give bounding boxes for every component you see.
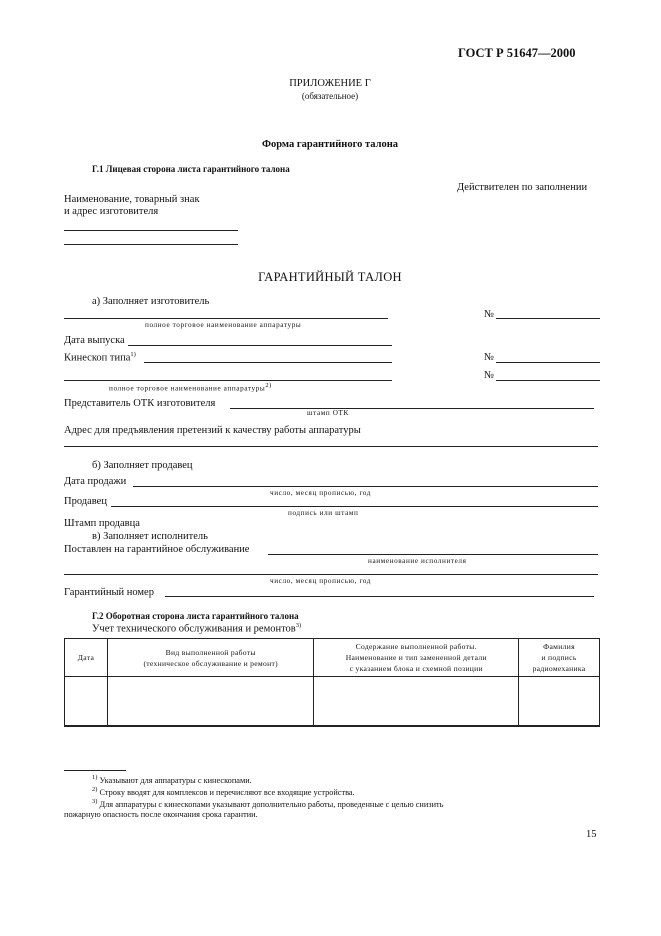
release-date-line[interactable] — [128, 345, 392, 346]
manufacturer-line-2[interactable] — [64, 244, 238, 245]
otk-stamp-hint: штамп ОТК — [307, 409, 349, 417]
hint-executor: наименование исполнителя — [368, 557, 467, 565]
manufacturer-line-1[interactable] — [64, 230, 238, 231]
otk-rep-label: Представитель ОТК изготовителя — [64, 398, 216, 409]
hint-full-name-2: полное торговое наименование аппаратуры$^{2)}$ — [109, 382, 272, 393]
cell-work-content[interactable] — [314, 677, 519, 727]
claims-address-line[interactable] — [64, 446, 598, 447]
number-sign-2: № — [484, 352, 495, 363]
header-work-type: Вид выполненной работы (техническое обслуживание и ремонт) — [107, 639, 314, 677]
serial-number-line-3[interactable] — [496, 380, 600, 381]
footnote-separator — [64, 770, 126, 771]
placed-on-service-label: Поставлен на гарантийное обслуживание — [64, 544, 250, 555]
number-sign-3: № — [484, 370, 495, 381]
header-date: Дата — [65, 639, 108, 677]
claims-address-label: Адрес для предъявления претензий к качеству работы аппаратуры — [64, 425, 361, 436]
cell-mechanic[interactable] — [519, 677, 600, 727]
section-a-label: а) Заполняет изготовитель — [92, 296, 210, 307]
cell-work-type[interactable] — [107, 677, 314, 727]
number-sign-1: № — [484, 309, 495, 320]
warranty-number-line[interactable] — [165, 596, 594, 597]
serial-number-line-2[interactable] — [496, 362, 600, 363]
table-header-row — [65, 639, 600, 677]
section2-subheading: Учет технического обслуживания и ремонтов$^{3)}$ — [92, 622, 302, 635]
valid-note: Действителен по заполнении — [457, 182, 588, 193]
seller-line[interactable] — [111, 506, 598, 507]
header-mechanic: Фамилия и подпись радиомеханика — [519, 639, 600, 677]
warranty-number-label: Гарантийный номер — [64, 587, 154, 598]
hint-date-words: число, месяц прописью, год — [270, 489, 372, 497]
service-date-line[interactable] — [64, 574, 598, 575]
footnote-3-cont: пожарную опасность после окончания срока гарантии. — [64, 810, 258, 819]
seller-stamp-label: Штамп продавца — [64, 518, 140, 529]
footnote-3: $^{3)}$ Для аппаратуры с кинескопами указывают дополнительно работы, проведенные с целью снизить — [92, 798, 444, 809]
header-work-content: Содержание выполненной работы. Наименование и тип замененной детали с указанием блока и схемной позиции — [314, 639, 519, 677]
manufacturer-label-2: и адрес изготовителя — [64, 206, 159, 217]
section-c-label: в) Заполняет исполнитель — [92, 531, 208, 542]
cell-date[interactable] — [65, 677, 108, 727]
page-number: 15 — [586, 829, 597, 840]
otk-rep-line[interactable] — [230, 408, 594, 409]
form-title: Форма гарантийного талона — [261, 139, 399, 150]
appendix-title: ПРИЛОЖЕНИЕ Г — [289, 78, 371, 89]
manufacturer-label-1: Наименование, товарный знак — [64, 194, 200, 205]
kinescope-line[interactable] — [144, 362, 392, 363]
hint-signature: подпись или штамп — [288, 509, 359, 517]
sale-date-line[interactable] — [133, 486, 598, 487]
release-date-label: Дата выпуска — [64, 335, 125, 346]
coupon-title: ГАРАНТИЙНЫЙ ТАЛОН — [258, 270, 402, 284]
kinescope-label: Кинескоп типа$^{1)}$ — [64, 351, 136, 364]
executor-line[interactable] — [268, 554, 598, 555]
seller-label: Продавец — [64, 496, 107, 507]
section2-heading: Г.2 Оборотная сторона листа гарантийного талона — [92, 611, 299, 621]
section1-heading: Г.1 Лицевая сторона листа гарантийного талона — [92, 164, 290, 174]
footnote-1: $^{1)}$ Указывают для аппаратуры с кинескопами. — [92, 774, 252, 785]
standard-code: ГОСТ Р 51647—2000 — [458, 46, 576, 60]
table-row — [65, 677, 600, 727]
hint-date-words-2: число, месяц прописью, год — [270, 577, 372, 585]
sale-date-label: Дата продажи — [64, 476, 127, 487]
footnote-2: $^{2)}$ Строку вводят для комплексов и перечисляют все входящие устройства. — [92, 786, 355, 797]
complex-name-line[interactable] — [64, 380, 392, 381]
service-record-table — [64, 638, 600, 727]
product-name-line[interactable] — [64, 318, 388, 319]
section-b-label: б) Заполняет продавец — [92, 460, 193, 471]
serial-number-line-1[interactable] — [496, 318, 600, 319]
appendix-status: (обязательное) — [301, 91, 359, 101]
hint-full-name: полное торговое наименование аппаратуры — [145, 321, 302, 329]
